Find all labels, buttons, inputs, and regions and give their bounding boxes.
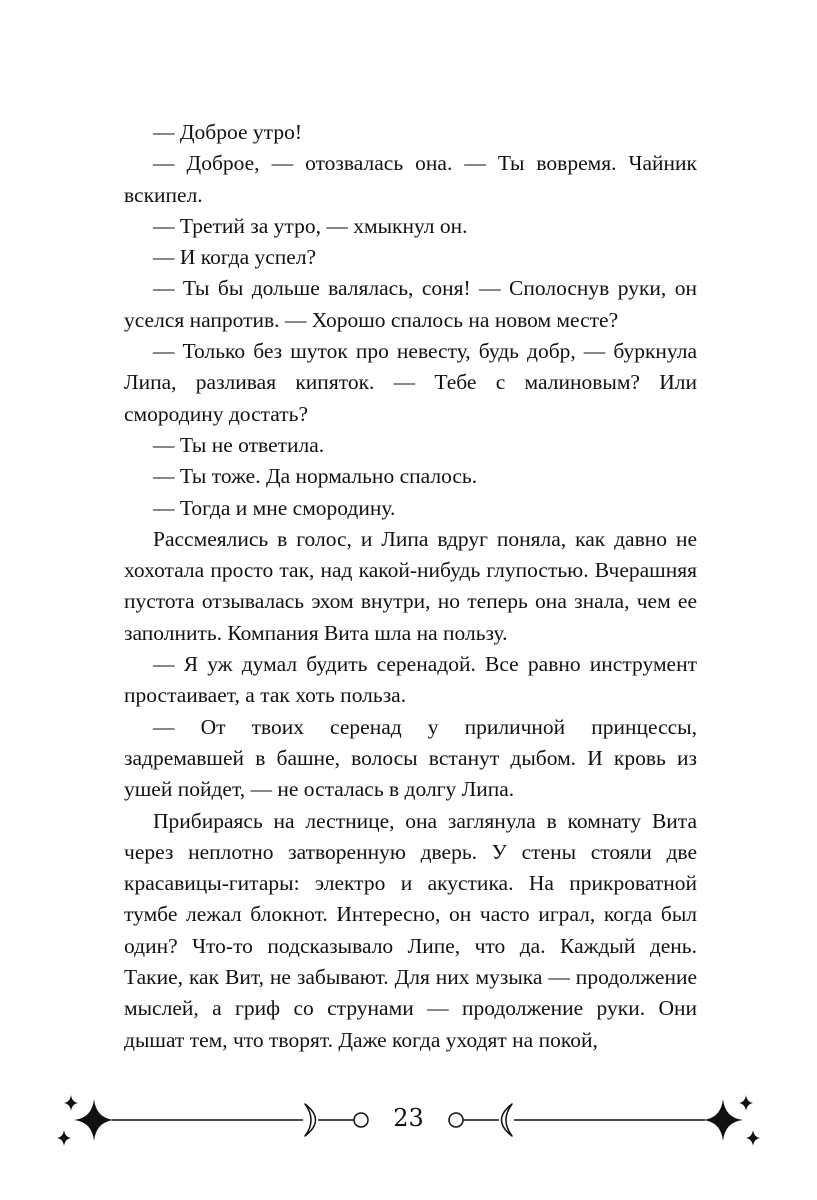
sparkle-icon xyxy=(74,1099,114,1141)
crescent-moon-icon xyxy=(502,1104,513,1136)
paragraph: — Доброе, — отозвалась она. — Ты вовремя. Чайник вскипел. xyxy=(124,151,697,207)
paragraph: — Доброе утро! xyxy=(153,120,302,144)
paragraph: — Ты тоже. Да нормально спалось. xyxy=(153,464,478,489)
sparkle-icon xyxy=(746,1130,760,1146)
page-text xyxy=(124,117,697,1056)
crescent-moon-icon xyxy=(305,1104,316,1136)
sparkle-icon xyxy=(57,1130,71,1146)
paragraph: Прибираясь на лестнице, она заглянула в комнату Вита через неплотно затворенную дверь. У стены стояли две красавицы-гитары: электро и акустика. На прикроватной тумбе лежал блокнот. Интересно, он часто играл, когда был один? Что-то подсказывало Липе, что да. Каждый день. Такие, как Вит, не забывают. Для них музыка — продолжение мыслей, а гриф со струнами — продолжение руки. Они дышат тем, что творят. Даже когда уходят на покой, xyxy=(124,808,697,1052)
circle-ornament-icon xyxy=(449,1113,463,1127)
paragraph: — Я уж думал будить серенадой. Все равно инструмент простаивает, а так хоть польза. xyxy=(124,652,697,708)
paragraph: — Тогда и мне смородину. xyxy=(153,495,396,520)
sparkle-icon xyxy=(64,1095,78,1111)
paragraph: — Третий за утро, — хмыкнул он. xyxy=(153,213,468,238)
paragraph: — Ты бы дольше валялась, соня! — Сполоснув руки, он уселся напротив. — Хорошо спалось на новом месте? xyxy=(124,276,697,332)
paragraph: — Только без шуток про невесту, будь добр, — буркнула Липа, разливая кипяток. — Тебе с малиновым? Или смородину достать? xyxy=(124,339,697,426)
paragraph: — От твоих серенад у приличной принцессы, задремавшей в башне, волосы встанут дыбом. И кровь из ушей пойдет, — не осталась в долгу Липа. xyxy=(124,714,697,802)
sparkle-icon xyxy=(739,1095,753,1111)
paragraph: Рассмеялись в голос, и Липа вдруг поняла, как давно не хохотала просто так, над какой-нибудь глупостью. Вчерашняя пустота отзывалась эхом внутри, но теперь она знала, чем ее заполнить. Компания Вита шла на пользу. xyxy=(124,526,697,645)
circle-ornament-icon xyxy=(354,1113,368,1127)
page-number: 23 xyxy=(393,1104,424,1132)
sparkle-icon xyxy=(703,1099,743,1141)
paragraph: — Ты не ответила. xyxy=(153,432,325,457)
page-footer xyxy=(0,1090,817,1160)
paragraph: — И когда успел? xyxy=(153,245,317,270)
